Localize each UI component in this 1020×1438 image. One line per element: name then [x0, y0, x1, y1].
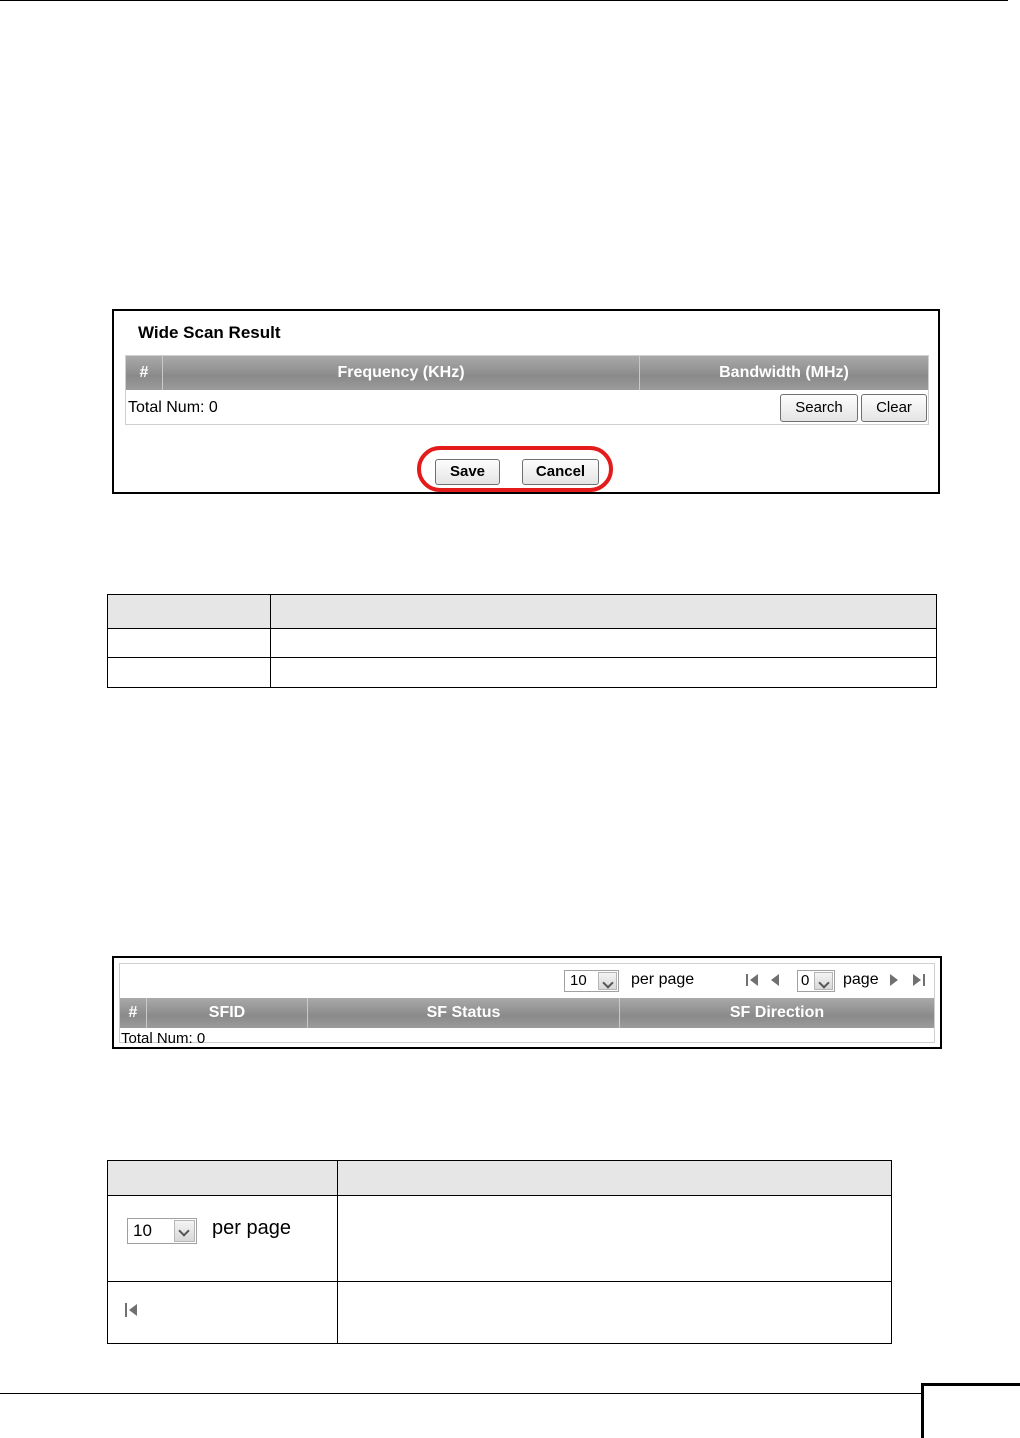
- wide-scan-result-table: [125, 355, 929, 425]
- wide-scan-result-title: Wide Scan Result: [138, 323, 281, 342]
- per-page-label: per page: [631, 971, 695, 988]
- table-column-divider: [270, 595, 271, 687]
- column-bandwidth: Bandwidth (MHz): [719, 364, 849, 381]
- total-num: Total Num: 0: [128, 399, 218, 416]
- per-page-select[interactable]: [564, 970, 619, 992]
- last-page-icon[interactable]: [913, 973, 927, 987]
- clear-button[interactable]: Clear: [861, 394, 927, 422]
- column-sf-status: SF Status: [426, 1004, 501, 1021]
- page-select[interactable]: [797, 970, 835, 992]
- next-page-icon[interactable]: [890, 973, 900, 987]
- total-num: Total Num: 0: [121, 1030, 206, 1047]
- per-page-select: [127, 1218, 197, 1244]
- page-value: 0: [801, 972, 810, 989]
- wide-scan-result-header: [126, 356, 928, 390]
- column-index: #: [128, 1004, 138, 1021]
- table-header-row: [108, 1161, 891, 1195]
- service-flow-header: [120, 998, 934, 1028]
- previous-page-icon[interactable]: [770, 973, 780, 987]
- footer-rule: [0, 1393, 921, 1394]
- service-flow-table: [119, 963, 935, 1047]
- table-row-divider: [108, 1195, 891, 1196]
- first-page-icon: [125, 1302, 141, 1318]
- per-page-value: 10: [133, 1221, 152, 1240]
- per-page-value: 10: [570, 972, 587, 989]
- page-number-box: [921, 1383, 1020, 1438]
- wide-scan-result-figure: [112, 309, 940, 494]
- first-page-icon[interactable]: [746, 973, 760, 987]
- dropdown-arrow-icon: [814, 972, 833, 990]
- description-table-1: [107, 594, 937, 688]
- service-flow-figure: [112, 956, 942, 1049]
- table-header-row: [108, 595, 936, 628]
- search-button[interactable]: Search: [780, 394, 858, 422]
- table-row-divider: [108, 628, 936, 629]
- column-sf-direction: SF Direction: [729, 1004, 825, 1021]
- save-button[interactable]: Save: [435, 459, 500, 485]
- column-frequency: Frequency (KHz): [337, 364, 465, 381]
- header-rule: [0, 0, 1008, 1]
- dropdown-arrow-icon: [598, 972, 617, 990]
- table-column-divider: [337, 1161, 338, 1343]
- description-table-2: [107, 1160, 892, 1344]
- dropdown-arrow-icon: [174, 1220, 195, 1242]
- column-sfid: SFID: [208, 1004, 246, 1021]
- per-page-label: per page: [212, 1217, 291, 1239]
- column-index: #: [139, 364, 149, 381]
- table-row-divider: [108, 657, 936, 658]
- table-row-divider: [108, 1281, 891, 1282]
- page-label: page: [843, 971, 879, 988]
- cancel-button[interactable]: Cancel: [522, 459, 599, 485]
